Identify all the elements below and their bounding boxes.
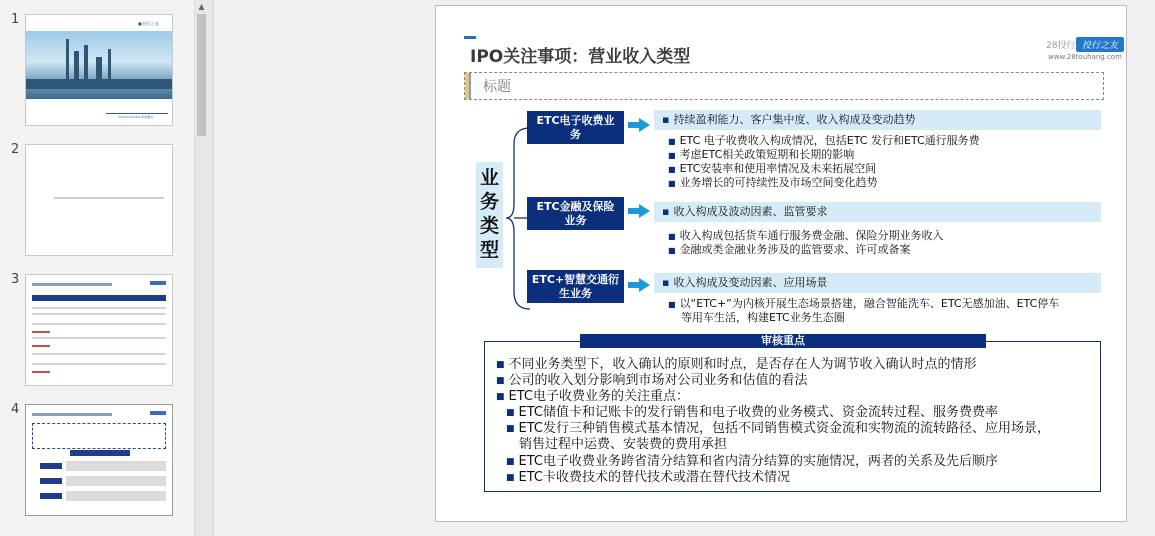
category-etc-smart-transport[interactable]: ETC+智慧交通衍生业务 — [527, 270, 624, 303]
thumbnail-text-line — [54, 197, 164, 199]
thumbnail-logo: ■ 投行之友 — [138, 21, 160, 26]
list-item-continued: 等用车生活，构建ETC业务生态圈 — [681, 311, 845, 324]
business-type-label[interactable]: 业 务 类 型 — [476, 162, 503, 268]
title-accent-bar — [464, 36, 476, 39]
thumbnail-footer-line — [106, 113, 168, 114]
logo-text: 28投行 — [1046, 41, 1076, 51]
list-item: ■ 收入构成包括货车通行服务费金融、保险分期业务收入 — [668, 229, 944, 242]
thumbnail-row — [32, 307, 166, 309]
thumbnail-title — [32, 283, 112, 286]
thumbnail-row — [32, 353, 166, 355]
slide-thumbnail-2[interactable] — [25, 144, 173, 256]
thumbnail-number: 4 — [11, 402, 20, 417]
thumbnail-logo — [150, 411, 166, 415]
audit-focus-title: 审核重点 — [580, 334, 986, 348]
thumbnail-block — [66, 491, 166, 501]
right-arrow-icon — [628, 204, 650, 218]
slide-canvas[interactable] — [435, 5, 1127, 522]
slide-thumbnail-3[interactable] — [25, 274, 173, 386]
panel-splitter[interactable] — [208, 0, 214, 536]
audit-point: ■ 公司的收入划分影响到市场对公司业务和估值的看法 — [496, 373, 808, 388]
thumbnail-number: 2 — [11, 142, 20, 157]
audit-point: ■ ETC电子收费业务的关注重点： — [496, 389, 689, 404]
thumbnail-logo — [150, 281, 166, 285]
thumbnail-label — [40, 478, 62, 484]
audit-subpoint: ■ ETC卡收费技术的替代技术或潜在替代技术情况 — [506, 470, 790, 485]
heading-accent-bar — [465, 73, 471, 99]
thumbnail-block — [66, 461, 166, 471]
category-band[interactable]: ▪ 收入构成及变动因素、应用场景 — [654, 273, 1101, 293]
heading-placeholder-text: 标题 — [483, 79, 511, 95]
scrollbar-thumb[interactable] — [197, 14, 206, 136]
slide-thumbnail-4[interactable] — [25, 404, 173, 516]
audit-subpoint: ■ ETC发行三种销售模式基本情况，包括不同销售模式资金流和实物流的流转路径、应用场景， — [506, 421, 1050, 436]
category-band[interactable]: ▪ 收入构成及波动因素、监管要求 — [654, 202, 1101, 222]
thumbnail-label — [40, 463, 62, 469]
thumbnail-row — [32, 337, 166, 339]
thumbnail-row — [32, 363, 166, 365]
thumbnail-row — [32, 313, 166, 315]
thumbnail-title — [32, 413, 112, 416]
slide-thumbnail-1[interactable] — [25, 14, 173, 126]
list-item: ■ 考虑ETC相关政策短期和长期的影响 — [668, 148, 855, 161]
slide-title[interactable]: IPO关注事项：营业收入类型 — [470, 47, 691, 67]
right-arrow-icon — [628, 278, 650, 292]
list-item: ■ ETC 电子收费收入构成情况，包括ETC 发行和ETC通行服务费 — [668, 134, 980, 147]
thumbnail-header — [70, 450, 130, 456]
thumbnail-dashed-box — [32, 423, 166, 449]
category-etc-toll[interactable]: ETC电子收费业务 — [527, 111, 624, 144]
logo-badge: 投行之友 — [1076, 37, 1124, 52]
list-item: ■ 业务增长的可持续性及市场空间变化趋势 — [668, 176, 878, 189]
audit-subpoint: ■ ETC储值卡和记账卡的发行销售和电子收费的业务模式、资金流转过程、服务费费率 — [506, 405, 998, 420]
thumbnail-table-header — [32, 295, 166, 301]
thumbnail-row — [32, 371, 50, 373]
right-arrow-icon — [628, 118, 650, 132]
audit-subpoint-continued: 销售过程中运费、安装费的费用承担 — [519, 437, 728, 452]
thumbnail-scrollbar[interactable] — [194, 0, 208, 536]
category-etc-finance[interactable]: ETC金融及保险业务 — [527, 197, 624, 230]
list-item: ■ 金融或类金融业务涉及的监管要求、许可或备案 — [668, 243, 911, 256]
thumbnail-number: 1 — [11, 12, 20, 27]
thumbnail-label — [40, 493, 62, 499]
thumbnail-footer-text: 2018·2019 IPO 审核要点 — [118, 115, 154, 119]
audit-subpoint: ■ ETC电子收费业务跨省清分结算和省内清分结算的实施情况，两者的关系及先后顺序 — [506, 454, 998, 469]
city-skyline-image — [26, 31, 172, 99]
heading-placeholder-box[interactable] — [464, 72, 1104, 100]
thumbnail-number: 3 — [11, 272, 20, 287]
thumbnail-block — [66, 476, 166, 486]
thumbnail-row — [32, 345, 50, 347]
scroll-up-arrow-icon[interactable]: ▲ — [198, 2, 205, 11]
list-item: ■ ETC安装率和使用率情况及未来拓展空间 — [668, 162, 877, 175]
logo-url: www.28touhang.com — [1048, 53, 1122, 61]
thumbnail-row — [32, 331, 50, 333]
audit-point: ■ 不同业务类型下，收入确认的原则和时点，是否存在人为调节收入确认时点的情形 — [496, 357, 977, 372]
slide-thumbnail-panel[interactable] — [0, 0, 194, 536]
thumbnail-row — [32, 323, 166, 325]
list-item: ■ 以“ETC+”为内核开展生态场景搭建，融合智能洗车、ETC无感加油、ETC停车 — [668, 297, 1060, 310]
category-band[interactable]: ▪ 持续盈利能力、客户集中度、收入构成及变动趋势 — [654, 110, 1101, 130]
